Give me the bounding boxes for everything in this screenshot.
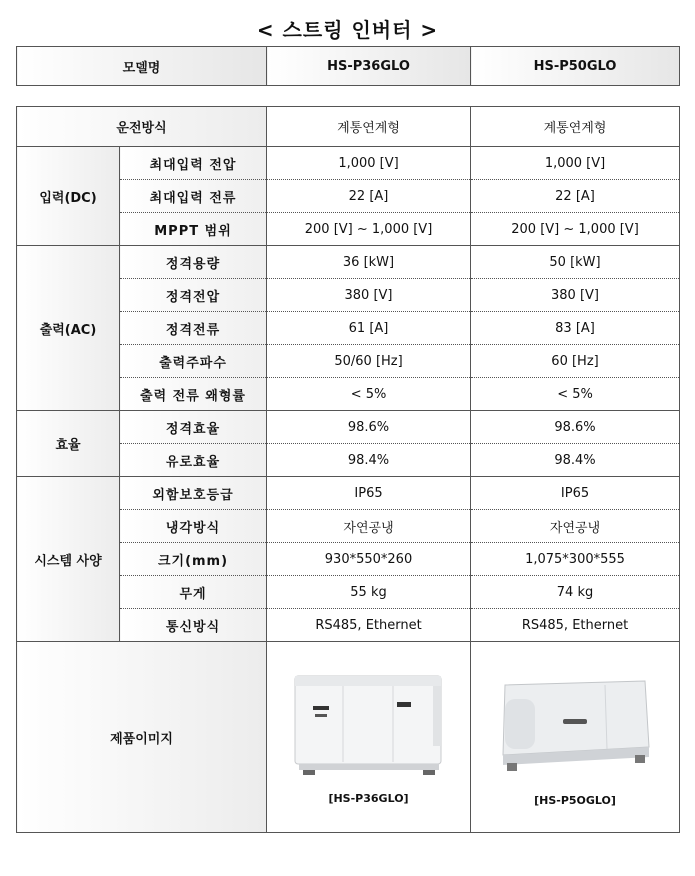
row-label: 최대입력 전압 [120,147,267,180]
row-value-2: 22 [A] [471,180,680,213]
operation-value-2: 계통연계형 [471,107,680,147]
row-label: 정격전압 [120,279,267,312]
row-label: 출력주파수 [120,345,267,378]
row-value-1: 98.6% [267,411,471,444]
operation-label: 운전방식 [17,107,267,147]
row-value-2: 83 [A] [471,312,680,345]
row-value-2: 60 [Hz] [471,345,680,378]
row-value-2: 자연공냉 [471,510,680,543]
group-label: 입력(DC) [17,147,120,246]
spec-table [16,106,680,833]
row-value-1: 98.4% [267,444,471,477]
group-label: 효율 [17,411,120,477]
row-value-1: 930*550*260 [267,543,471,576]
row-label: 냉각방식 [120,510,267,543]
row-label: 정격용량 [120,246,267,279]
model-label: 모델명 [17,47,267,86]
row-value-2: 74 kg [471,576,680,609]
model-name-2: HS-P50GLO [471,47,680,86]
row-label: 최대입력 전류 [120,180,267,213]
operation-value-1: 계통연계형 [267,107,471,147]
row-value-1: 380 [V] [267,279,471,312]
row-label: MPPT 범위 [120,213,267,246]
row-value-1: RS485, Ethernet [267,609,471,642]
row-value-1: < 5% [267,378,471,411]
row-label: 외함보호등급 [120,477,267,510]
row-value-1: 200 [V] ~ 1,000 [V] [267,213,471,246]
row-value-2: 1,075*300*555 [471,543,680,576]
group-label: 출력(AC) [17,246,120,411]
row-value-2: 50 [kW] [471,246,680,279]
row-label: 무게 [120,576,267,609]
row-value-2: < 5% [471,378,680,411]
product-image-2-cell [471,642,680,833]
row-value-2: 98.4% [471,444,680,477]
model-name-1: HS-P36GLO [267,47,471,86]
row-value-1: 61 [A] [267,312,471,345]
product-image-1-cell [267,642,471,833]
row-label: 정격전류 [120,312,267,345]
table-row [17,411,680,444]
row-value-1: 자연공냉 [267,510,471,543]
row-value-1: 22 [A] [267,180,471,213]
row-value-2: 380 [V] [471,279,680,312]
image-row [17,642,680,833]
row-label: 정격효율 [120,411,267,444]
row-value-2: 98.6% [471,411,680,444]
row-value-1: 55 kg [267,576,471,609]
row-label: 크기(mm) [120,543,267,576]
table-row [17,147,680,180]
row-value-1: IP65 [267,477,471,510]
row-value-2: IP65 [471,477,680,510]
image-caption-2: [HS-P5OGLO] [534,794,616,807]
row-value-1: 36 [kW] [267,246,471,279]
row-label: 유로효율 [120,444,267,477]
row-label: 통신방식 [120,609,267,642]
row-value-2: 200 [V] ~ 1,000 [V] [471,213,680,246]
image-label: 제품이미지 [17,642,267,833]
row-value-2: RS485, Ethernet [471,609,680,642]
inverter-image-2 [495,677,655,775]
table-row [17,246,680,279]
page-title: < 스트링 인버터 > [256,18,439,42]
row-value-2: 1,000 [V] [471,147,680,180]
row-value-1: 50/60 [Hz] [267,345,471,378]
group-label: 시스템 사양 [17,477,120,642]
row-label: 출력 전류 왜형률 [120,378,267,411]
table-row [17,477,680,510]
inverter-image-1 [293,672,445,776]
model-header-table [16,46,680,86]
row-value-1: 1,000 [V] [267,147,471,180]
image-caption-1: [HS-P36GLO] [328,792,409,805]
